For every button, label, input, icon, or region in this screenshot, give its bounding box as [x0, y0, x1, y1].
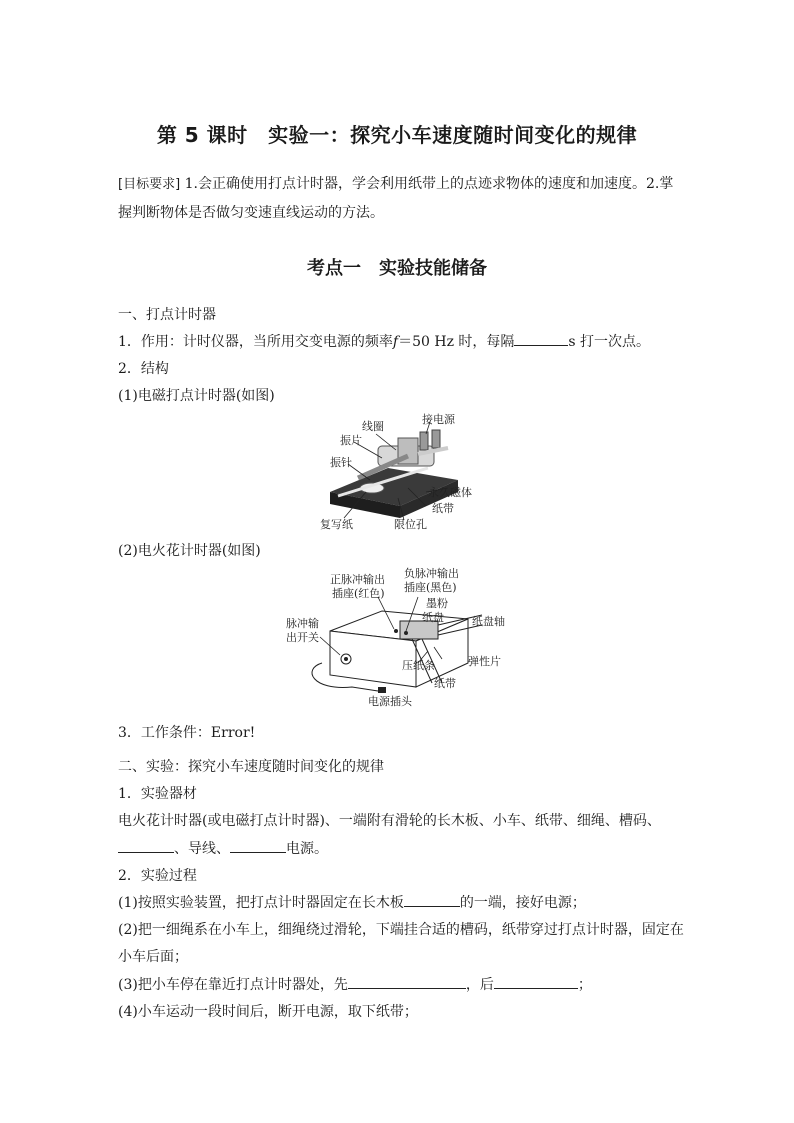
label-press: 压纸条 [402, 659, 435, 672]
label-magnet: 永久磁体 [428, 486, 472, 499]
freq-symbol: f [392, 334, 399, 350]
materials-line2 [118, 838, 328, 858]
blank-step3-second[interactable] [494, 974, 578, 989]
step1 [118, 892, 586, 912]
timer-item1 [118, 331, 650, 351]
label-neg: 负脉冲输出 [404, 567, 459, 580]
materials-line1: 电火花计时器(或电磁打点计时器)、一端附有滑轮的长木板、小车、纸带、细绳、槽码、 [118, 813, 661, 829]
materials-text-b: 电源。 [286, 841, 328, 857]
step3-text-a: (3)把小车停在靠近打点计时器处，先 [118, 977, 348, 993]
label-switch1: 脉冲输 [286, 617, 319, 630]
label-tape2: 纸带 [434, 677, 456, 690]
label-neg2: 插座(黑色) [404, 581, 457, 594]
label-axis: 纸盘轴 [472, 615, 505, 628]
label-pos: 正脉冲输出 [330, 573, 385, 586]
timer-sub1: (1)电磁打点计时器(如图) [118, 388, 275, 404]
experiment-item2: 2．实验过程 [118, 868, 197, 884]
timer-item3: 3．工作条件：Error! [118, 725, 256, 741]
item1-text: 1．作用：计时仪器，当所用交变电源的频率 [118, 334, 393, 350]
experiment-item1: 1．实验器材 [118, 786, 197, 802]
step3-text-b: ，后 [465, 977, 494, 993]
goal-text-2: 握判断物体是否做匀变速直线运动的方法。 [118, 205, 384, 221]
step1-text-a: (1)按照实验装置，把打点计时器固定在长木板 [118, 895, 404, 911]
label-plug: 电源插头 [368, 695, 412, 708]
materials-text-a: 、导线、 [174, 841, 230, 857]
label-pos2: 插座(红色) [332, 587, 385, 600]
timer-sub2: (2)电火花计时器(如图) [118, 543, 261, 559]
label-needle: 振针 [330, 456, 352, 469]
step3-text-c: ； [577, 977, 592, 993]
step2-line2: 小车后面； [118, 949, 188, 965]
spark-timer-figure [282, 563, 518, 709]
label-switch2: 出开关 [286, 631, 319, 644]
timer-heading: 一、打点计时器 [118, 307, 216, 323]
label-vibrator: 振片 [340, 434, 362, 447]
page-title: 第 5 课时 实验一：探究小车速度随时间变化的规律 [156, 123, 638, 147]
blank-material-1[interactable] [118, 838, 174, 853]
label-spring: 弹性片 [468, 655, 501, 668]
blank-material-2[interactable] [230, 838, 286, 853]
electromagnetic-timer-figure [318, 408, 488, 534]
label-coil: 线圈 [362, 420, 384, 433]
label-ink: 墨粉 [426, 597, 448, 610]
label-power: 接电源 [422, 413, 455, 426]
blank-interval[interactable] [514, 331, 568, 346]
goal-tag: [目标要求] [118, 177, 181, 192]
experiment-heading: 二、实验：探究小车速度随时间变化的规律 [118, 759, 384, 775]
blank-step3-first[interactable] [348, 974, 466, 989]
step4: (4)小车运动一段时间后，断开电源，取下纸带； [118, 1004, 418, 1020]
item1-text-b: ＝50 Hz 时，每隔 [398, 334, 515, 350]
step1-text-b: 的一端，接好电源； [459, 895, 586, 911]
blank-step1[interactable] [404, 892, 460, 907]
label-disk: 纸盘 [422, 611, 444, 624]
label-carbon: 复写纸 [320, 518, 353, 531]
label-hole: 限位孔 [394, 518, 427, 531]
step2-line1: (2)把一细绳系在小车上，细绳绕过滑轮，下端挂合适的槽码，纸带穿过打点计时器，固定在 [118, 922, 684, 938]
goal-text-1: 1.会正确使用打点计时器，学会利用纸带上的点迹求物体的速度和加速度。2.掌 [184, 176, 674, 192]
step3 [118, 974, 592, 994]
goal-paragraph [118, 170, 678, 227]
label-tape: 纸带 [432, 502, 454, 515]
timer-item2: 2．结构 [118, 361, 169, 377]
item1-text-c: s 打一次点。 [568, 334, 651, 350]
section-heading: 考点一 实验技能储备 [307, 258, 487, 279]
